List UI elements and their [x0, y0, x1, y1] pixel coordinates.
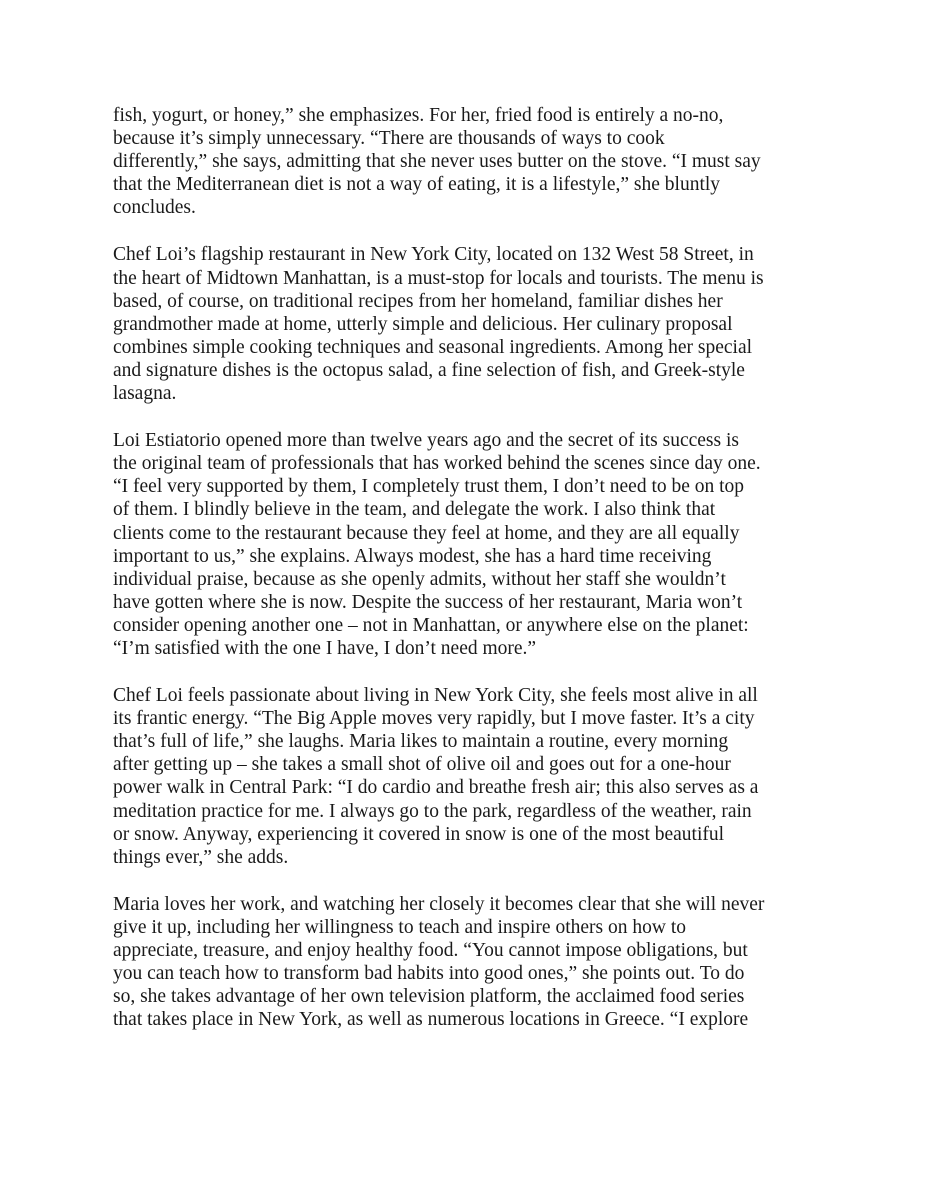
text-line: individual praise, because as she openly admits, without her staff she wouldn’t — [113, 568, 726, 590]
text-line: Loi Estiatorio opened more than twelve years ago and the secret of its success is — [113, 430, 739, 452]
text-line: clients come to the restaurant because they feel at home, and they are all equally — [113, 522, 740, 544]
text-line: fish, yogurt, or honey,” she emphasizes. For her, fried food is entirely a no-no, — [113, 105, 724, 126]
text-line: concludes. — [113, 197, 196, 219]
paragraph-3 — [113, 429, 833, 660]
text-line: Chef Loi’s flagship restaurant in New York City, located on 132 West 58 Street, in — [113, 244, 754, 266]
text-line: the heart of Midtown Manhattan, is a must-stop for locals and tourists. The menu is — [113, 267, 764, 289]
text-line: or snow. Anyway, experiencing it covered in snow is one of the most beautiful — [113, 823, 725, 845]
text-line: the original team of professionals that has worked behind the scenes since day one. — [113, 453, 761, 475]
text-line: power walk in Central Park: “I do cardio and breathe fresh air; this also serves as a — [113, 777, 759, 799]
text-line: that takes place in New York, as well as numerous locations in Greece. “I explore — [113, 1009, 749, 1031]
text-line: of them. I blindly believe in the team, and delegate the work. I also think that — [113, 499, 716, 521]
text-line: that’s full of life,” she laughs. Maria likes to maintain a routine, every morning — [113, 731, 729, 753]
text-line: important to us,” she explains. Always modest, she has a hard time receiving — [113, 545, 712, 567]
text-line: “I feel very supported by them, I completely trust them, I don’t need to be on top — [113, 476, 745, 498]
text-line: appreciate, treasure, and enjoy healthy food. “You cannot impose obligations, but — [113, 940, 748, 961]
text-line: and signature dishes is the octopus salad, a fine selection of fish, and Greek-style — [113, 359, 745, 381]
text-line: you can teach how to transform bad habits into good ones,” she points out. To do — [113, 963, 745, 985]
paragraph-4 — [113, 684, 833, 869]
text-line: because it’s simply unnecessary. “There are thousands of ways to cook — [113, 128, 665, 150]
text-line: give it up, including her willingness to teach and inspire others on how to — [113, 916, 686, 938]
text-line: Maria loves her work, and watching her closely it becomes clear that she will never — [113, 893, 765, 915]
text-line: Chef Loi feels passionate about living in New York City, she feels most alive in all — [113, 685, 758, 707]
text-line: combines simple cooking techniques and seasonal ingredients. Among her special — [113, 336, 753, 358]
text-line: have gotten where she is now. Despite the success of her restaurant, Maria won’t — [113, 591, 743, 613]
text-line: that the Mediterranean diet is not a way of eating, it is a lifestyle,” she bluntly — [113, 174, 721, 196]
text-line: its frantic energy. “The Big Apple moves very rapidly, but I move faster. It’s a city — [113, 708, 755, 730]
paragraph-5 — [113, 893, 833, 1032]
paragraph-2 — [113, 243, 833, 405]
text-column — [113, 104, 833, 1055]
text-line: meditation practice for me. I always go to the park, regardless of the weather, rain — [113, 800, 752, 822]
text-line: things ever,” she adds. — [113, 846, 289, 868]
text-line: based, of course, on traditional recipes from her homeland, familiar dishes her — [113, 290, 723, 312]
text-line: differently,” she says, admitting that she never uses butter on the stove. “I must say — [113, 151, 761, 173]
paragraph-1 — [113, 104, 833, 219]
text-line: so, she takes advantage of her own television platform, the acclaimed food series — [113, 986, 745, 1008]
text-line: after getting up – she takes a small shot of olive oil and goes out for a one-hour — [113, 754, 731, 776]
text-line: grandmother made at home, utterly simple and delicious. Her culinary proposal — [113, 313, 733, 335]
text-line: “I’m satisfied with the one I have, I don’t need more.” — [113, 637, 537, 659]
text-line: consider opening another one – not in Manhattan, or anywhere else on the planet: — [113, 614, 749, 636]
text-line: lasagna. — [113, 383, 177, 405]
